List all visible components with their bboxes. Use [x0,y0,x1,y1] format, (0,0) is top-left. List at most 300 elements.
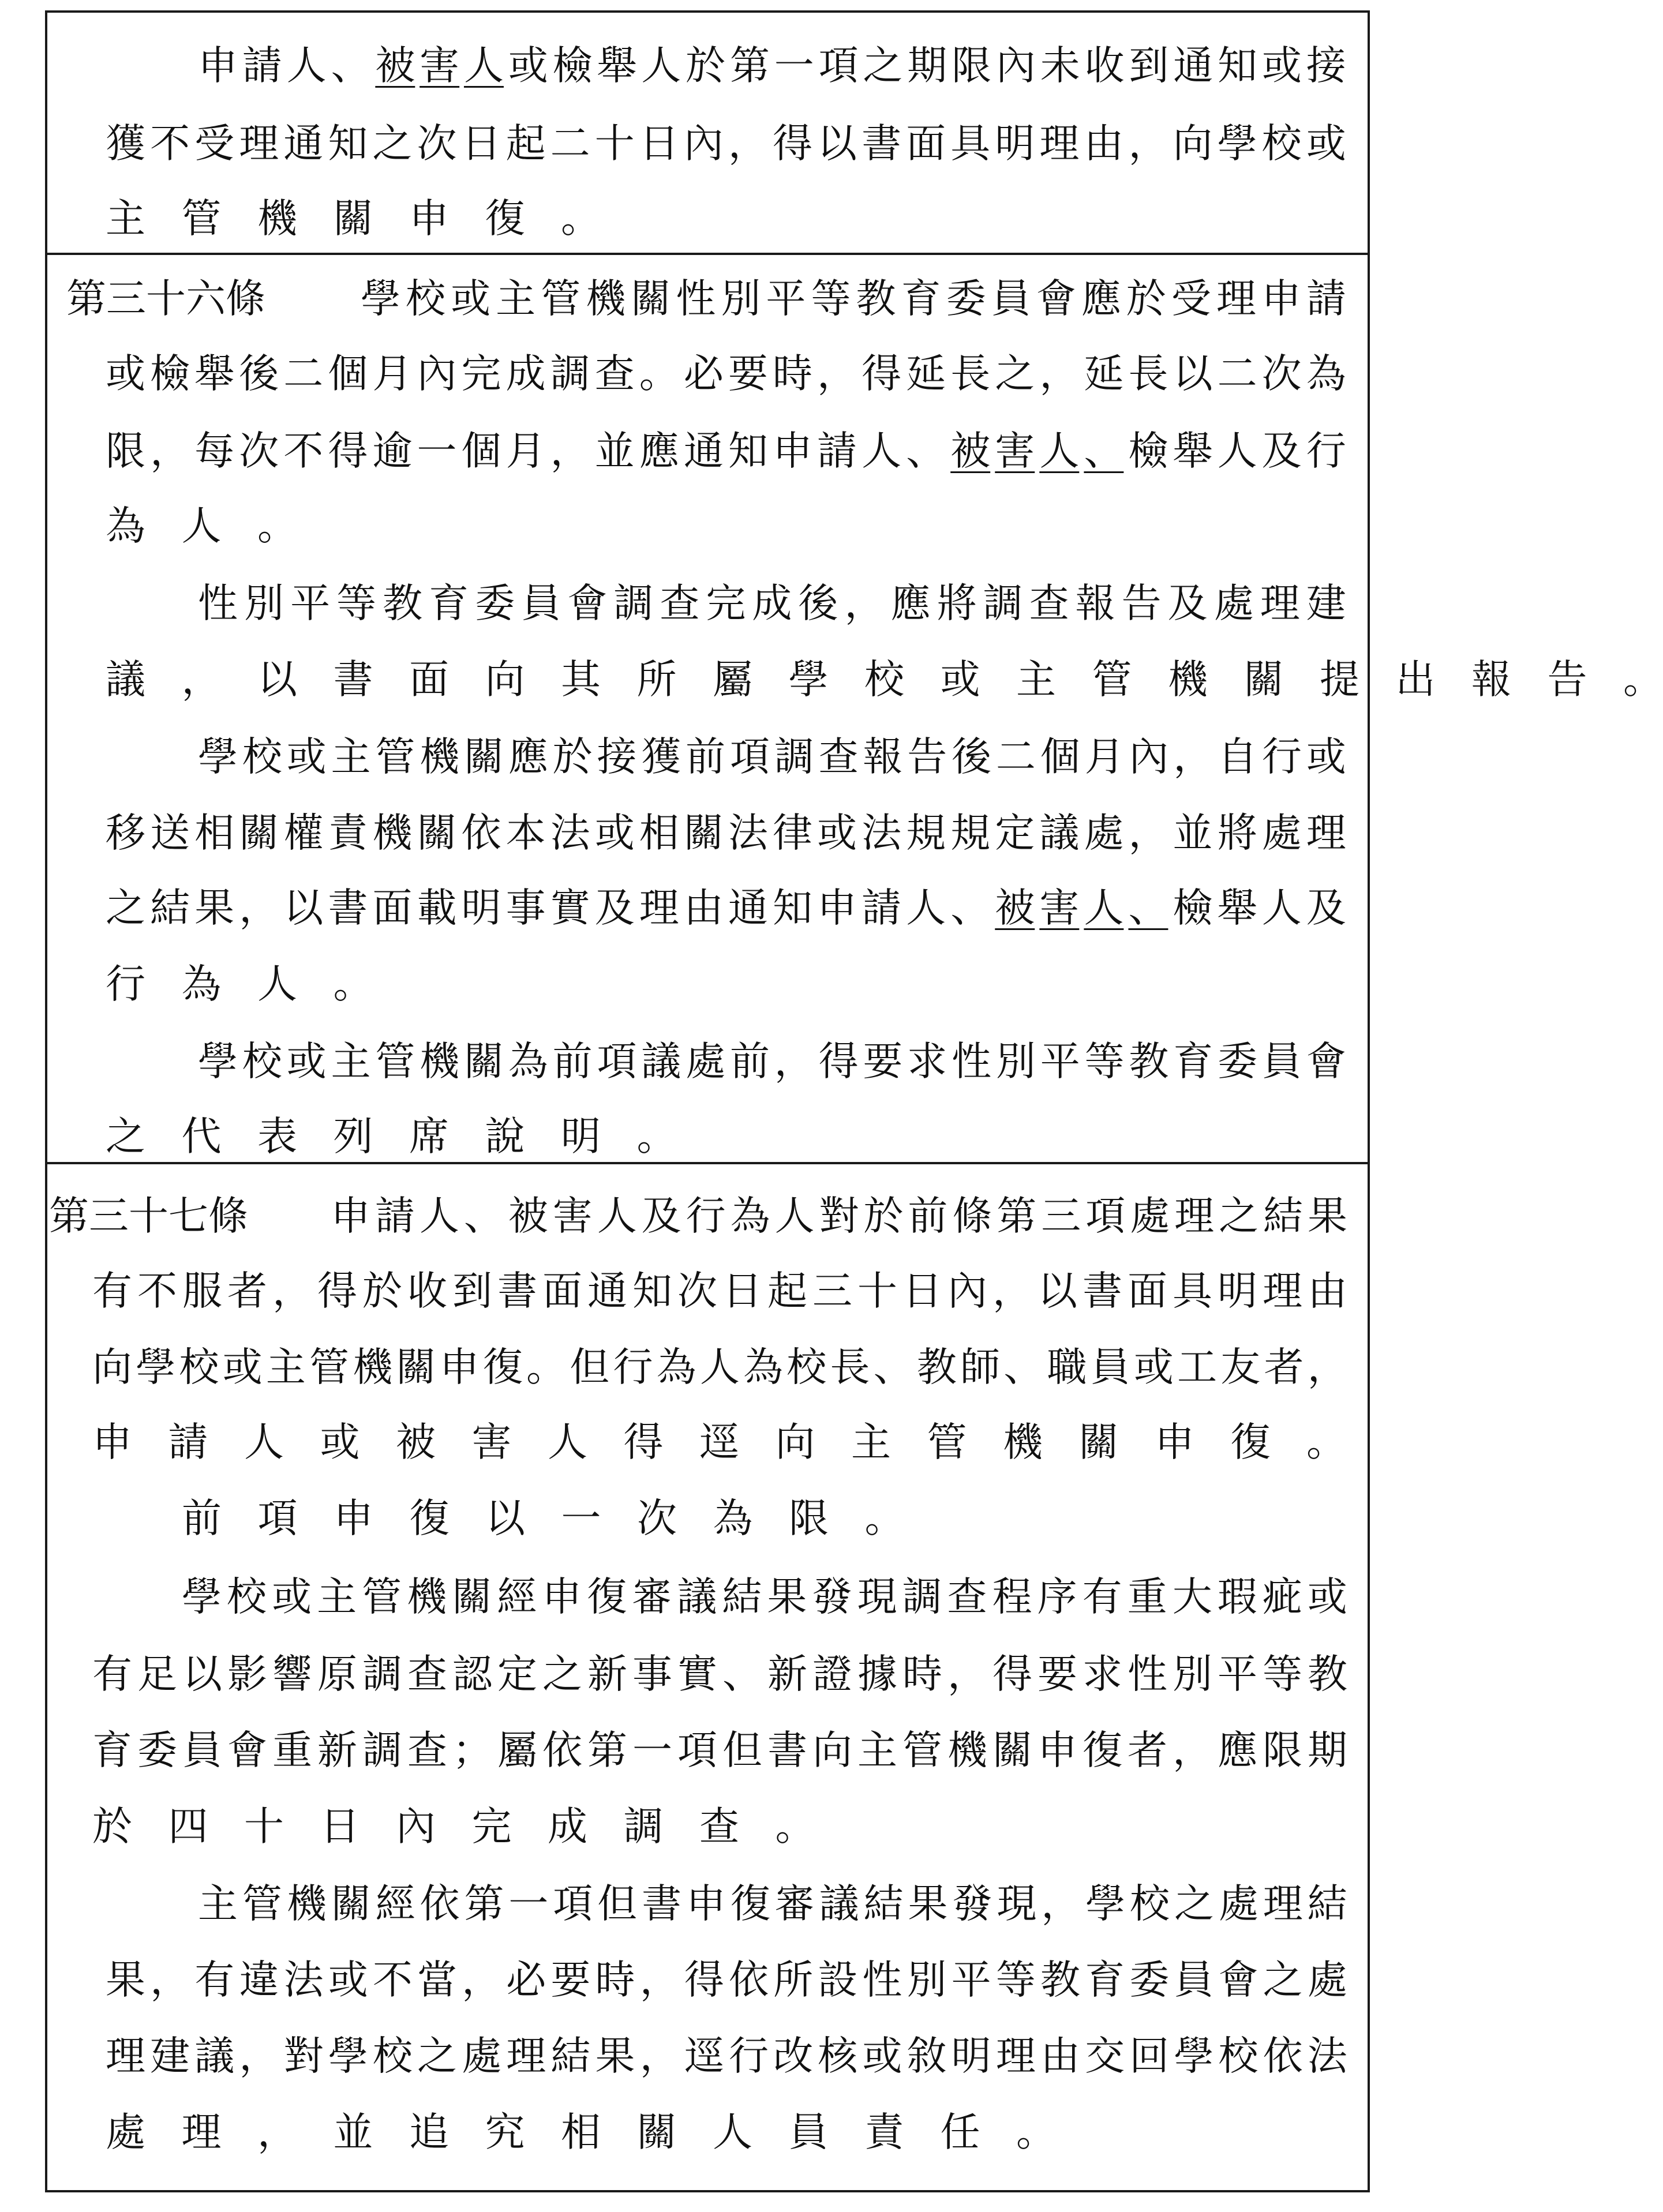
char: 平 [1218,1651,1257,1697]
text-line [198,1881,1347,1927]
char: 主 [1016,657,1056,703]
char: 理 [1263,1268,1302,1314]
char: 前 [686,734,726,780]
char: 自 [1218,734,1258,780]
text-line [106,1114,1346,1160]
char: 復 [1230,1419,1271,1465]
char: 規 [950,810,991,856]
char: 限 [952,43,992,89]
underlined-char: 人 [463,43,504,89]
char: 日 [639,121,679,167]
char: ， [1041,1881,1081,1927]
char: 為 [508,1038,548,1085]
char: 實 [550,885,590,931]
char: 關 [331,1881,371,1927]
char: 申 [92,1419,132,1465]
char: 機 [1003,1419,1043,1465]
char: 或 [817,810,857,856]
char: ， [639,1957,680,2003]
char: 定 [995,810,1035,856]
char: 權 [283,810,324,856]
char: 議 [194,2033,235,2079]
char: 議 [677,1574,717,1620]
char: 或 [508,43,548,89]
char: 書 [1083,1268,1122,1314]
char: 管 [927,1419,967,1465]
char: 關 [333,196,373,242]
char: 限 [106,428,145,474]
char: 原 [317,1651,357,1697]
char: 理 [239,121,279,167]
underlined-char: 害 [420,43,460,89]
char: 認 [452,1651,492,1697]
char: 學 [788,657,829,703]
char: 關 [1243,657,1284,703]
char: 性 [1128,1651,1167,1697]
char: 查 [407,1651,447,1697]
char: 人 [699,1344,740,1390]
char: 由 [1308,1268,1347,1314]
char: 學 [198,734,238,780]
char: 月 [505,428,546,474]
char: 項 [553,1881,593,1927]
char: 新 [767,1651,807,1697]
char: 有 [1082,1574,1122,1620]
char: 委 [475,580,515,627]
char: 不 [150,121,190,167]
char: 校 [242,1038,282,1085]
char: 之 [106,1114,145,1160]
char: 依 [1263,2033,1303,2079]
char: 一 [632,1727,672,1774]
char: 檢 [552,43,593,89]
char: 。 [561,196,601,242]
char: 新 [317,1727,357,1774]
char: 應 [890,580,931,627]
char: 日 [722,1268,762,1314]
text-line [92,1419,1347,1465]
char: 主 [851,1419,891,1465]
char: ， [150,1957,190,2003]
char: ， [728,121,768,167]
char: 理 [639,885,679,931]
char: 報 [1471,657,1511,703]
char: 舉 [597,43,637,89]
char: 或 [1261,43,1302,89]
char: 後 [952,734,992,780]
table-divider-2 [45,1162,1370,1164]
char: 果 [767,1574,807,1620]
char: 會 [1306,1038,1346,1085]
char: 平 [1040,1038,1080,1085]
char: 應 [639,428,679,474]
char: 會 [1036,276,1076,322]
char: 完 [461,351,501,397]
char: ， [272,1268,312,1314]
char: 責 [864,2109,904,2155]
char: 應 [1218,1727,1257,1774]
char: 月 [1084,734,1125,780]
char: 成 [505,351,546,397]
char: 內 [417,351,457,397]
char: 處 [106,2109,145,2155]
char: 。 [1306,1419,1346,1465]
char: 人 [906,885,946,931]
char: 關 [631,276,671,322]
char: 項 [257,1495,298,1542]
char: 影 [227,1651,267,1697]
char: 校 [1261,121,1302,167]
char: 主 [106,196,145,242]
char: 教 [383,580,423,627]
char: 處 [1218,1881,1259,1927]
char: 行 [1306,428,1346,474]
char: 期 [907,43,947,89]
char: 長 [830,1344,870,1390]
char: 但 [722,1727,762,1774]
char: 育 [901,276,941,322]
char: 通 [283,121,324,167]
char: 起 [505,121,546,167]
char: 書 [767,1727,807,1774]
char: 員 [1090,1344,1130,1390]
char: 重 [1127,1574,1167,1620]
char: 並 [1173,810,1213,856]
char: 學 [198,1038,238,1085]
char: 並 [333,2109,373,2155]
char: 理 [181,2109,222,2155]
char: 員 [182,1727,222,1774]
char: 理 [506,2033,546,2079]
char: 證 [812,1651,852,1697]
char: ， [257,2109,297,2155]
char: 申 [439,1344,480,1390]
char: 處 [1130,1193,1170,1239]
char: 限 [789,1495,829,1542]
char: 查 [947,1574,987,1620]
char: 及 [1167,580,1208,627]
char: 申 [1155,1419,1194,1465]
char: ， [774,1038,814,1085]
char: 行 [106,961,145,1007]
char: ， [550,428,590,474]
text-line [106,810,1346,856]
char: 申 [817,885,857,931]
char: 申 [409,196,449,242]
char: 通 [587,1268,627,1314]
char: 面 [542,1268,582,1314]
char: 為 [743,1344,784,1390]
char: 定 [497,1651,537,1697]
char: 明 [561,1114,601,1160]
char: 三 [1041,1193,1081,1239]
char: 所 [636,657,677,703]
char: 起 [767,1268,807,1314]
char: 處 [1307,1957,1347,2003]
char: 主 [198,1881,238,1927]
char: 之 [417,2033,457,2079]
char: 依 [728,1957,769,2003]
char: 當 [417,1957,457,2003]
underlined-char: 人 [1039,428,1080,474]
char: 發 [812,1574,852,1620]
char: 第 [729,43,770,89]
char: 具 [1173,1268,1212,1314]
char: 相 [561,2109,601,2155]
char: 延 [1084,351,1124,397]
char: 別 [721,276,761,322]
char: 處 [686,1038,726,1085]
char: 關 [396,1344,436,1390]
char: 程 [992,1574,1032,1620]
char: 向 [92,1344,132,1390]
char: 一 [561,1495,601,1542]
char: 職 [1047,1344,1087,1390]
char: 對 [283,2033,324,2079]
char: 檢 [1128,428,1168,474]
char: 二 [550,121,590,167]
char: 或 [862,2033,902,2079]
char: 告 [907,734,947,780]
char: 內 [683,121,724,167]
char: 逾 [372,428,413,474]
char: 委 [137,1727,177,1774]
text-line [106,503,1346,549]
char: 於 [92,1804,132,1850]
char: 委 [1129,1957,1170,2003]
table-frame [45,10,1370,2192]
char: 調 [902,1574,942,1620]
char: 不 [137,1268,177,1314]
char: 載 [417,885,457,931]
text-line [92,1727,1347,1774]
char: 檢 [1173,885,1213,931]
char: 為 [656,1344,696,1390]
char: 。 [636,1114,677,1160]
char: 教 [916,1344,957,1390]
char: 於 [863,1193,904,1239]
char: 、 [906,428,946,474]
char: 時 [902,1651,942,1697]
char: 但 [570,1344,610,1390]
char: 獲 [641,734,681,780]
char: 議 [641,1038,681,1085]
char: 知 [728,428,768,474]
char: 日 [320,1804,360,1850]
underlined-char: 人 [1084,885,1124,931]
char: 法 [283,1957,324,2003]
text-line [106,121,1346,167]
char: 得 [992,1651,1032,1697]
char: 一 [417,428,457,474]
char: 項 [597,1038,637,1085]
char: 得 [328,428,368,474]
char: 理 [1039,121,1080,167]
char: 請 [1306,276,1346,322]
char: ， [239,2033,279,2079]
char: 報 [1075,580,1115,627]
char: 理 [1174,1193,1215,1239]
char: 規 [906,810,946,856]
char: 求 [1083,1651,1122,1697]
char: 行 [728,2033,769,2079]
char: ， [947,1651,987,1697]
char: 人 [181,503,222,549]
char: 於 [686,43,726,89]
char: 告 [1547,657,1587,703]
char: 議 [1039,810,1080,856]
char: 十 [244,1804,284,1850]
char: 工 [1177,1344,1218,1390]
text-line [106,657,1663,703]
char: 送 [150,810,190,856]
char: 人 [1261,885,1302,931]
char: 得 [862,351,902,397]
char: 依 [461,810,501,856]
char: 疵 [1262,1574,1302,1620]
char: 究 [485,2109,525,2155]
char: 等 [336,580,377,627]
text-line [106,2109,1347,2155]
char: 別 [244,580,284,627]
char: 人 [774,1193,815,1239]
char: 有 [92,1651,132,1697]
char: 次 [1261,351,1302,397]
text-line [361,276,1346,322]
char: 平 [290,580,331,627]
char: ， [1128,810,1168,856]
char: 或 [272,1574,312,1620]
char: 委 [1218,1038,1258,1085]
char: 人 [419,1193,459,1239]
char: 請 [862,885,902,931]
char: 人 [548,1419,587,1465]
char: ， [239,885,279,931]
char: 經 [375,1881,415,1927]
char: 由 [683,885,724,931]
char: 要 [550,1957,591,2003]
char: 行 [686,1193,726,1239]
char: 實 [677,1651,717,1697]
char: 時 [772,351,812,397]
char: 設 [818,1957,858,2003]
char: 或 [1133,1344,1174,1390]
char: 理 [1260,580,1300,627]
char: 主 [331,734,371,780]
char: ， [817,351,857,397]
underlined-char: 被 [995,885,1035,931]
char: 申 [198,43,238,89]
text-line [198,580,1346,627]
char: 育 [1085,1957,1125,2003]
char: 果 [106,1957,145,2003]
char: 結 [863,1881,904,1927]
char: 管 [902,1727,942,1774]
char: 或 [328,1957,368,2003]
char: 行 [1261,734,1302,780]
char: 被 [396,1419,436,1465]
char: 序 [1037,1574,1077,1620]
char: 逕 [684,2033,724,2079]
char: 主 [331,1038,371,1085]
char: 人 [641,43,681,89]
text-line [182,1495,1347,1542]
char: 查 [594,351,635,397]
char: 第 [587,1727,627,1774]
char: 書 [497,1268,537,1314]
char: 機 [286,1881,327,1927]
char: 延 [906,351,946,397]
char: 得 [317,1268,357,1314]
char: ， [992,1268,1032,1314]
char: 項 [677,1727,717,1774]
char: 必 [683,351,724,397]
char: 完 [471,1804,512,1850]
char: 經 [497,1574,537,1620]
char: 果 [194,885,235,931]
char: 查 [818,734,859,780]
char: ， [150,428,190,474]
char: 結 [722,1574,762,1620]
char: 明 [995,121,1035,167]
char: 、 [873,1344,913,1390]
char: 以 [283,885,324,931]
char: 人 [286,43,327,89]
char: 行 [613,1344,653,1390]
char: 建 [150,2033,190,2079]
char: 調 [983,580,1023,627]
char: 求 [907,1038,947,1085]
char: 主 [317,1574,357,1620]
char: 關 [463,1038,504,1085]
char: 屬 [713,657,752,703]
char: 次 [417,121,457,167]
char: 書 [333,657,373,703]
char: 校 [406,276,446,322]
char: 內 [995,43,1036,89]
char: 會 [1218,1957,1259,2003]
char: 檢 [150,351,190,397]
char: 任 [940,2109,980,2155]
char: 大 [1172,1574,1212,1620]
char: 將 [1217,810,1257,856]
char: 之 [106,885,145,931]
char: 員 [991,276,1031,322]
char: 以 [1037,1268,1077,1314]
char: 日 [902,1268,942,1314]
char: 理 [1306,810,1346,856]
char: 以 [1173,351,1213,397]
char: 機 [353,1344,393,1390]
char: 議 [819,1881,859,1927]
char: 告 [1121,580,1162,627]
char: 法 [728,810,768,856]
char: 主 [496,276,536,322]
char: 、 [463,1193,504,1239]
char: 請 [242,43,282,89]
char: 查 [1029,580,1069,627]
char: 說 [485,1114,525,1160]
char: 個 [461,428,501,474]
char: 結 [1263,1193,1304,1239]
char: 舉 [1217,885,1257,931]
char: 明 [1218,1268,1257,1314]
char: ， [1307,1344,1347,1390]
char: 之 [1219,1193,1259,1239]
char: 項 [1085,1193,1126,1239]
char: 面 [906,121,946,167]
char: 知 [328,121,368,167]
